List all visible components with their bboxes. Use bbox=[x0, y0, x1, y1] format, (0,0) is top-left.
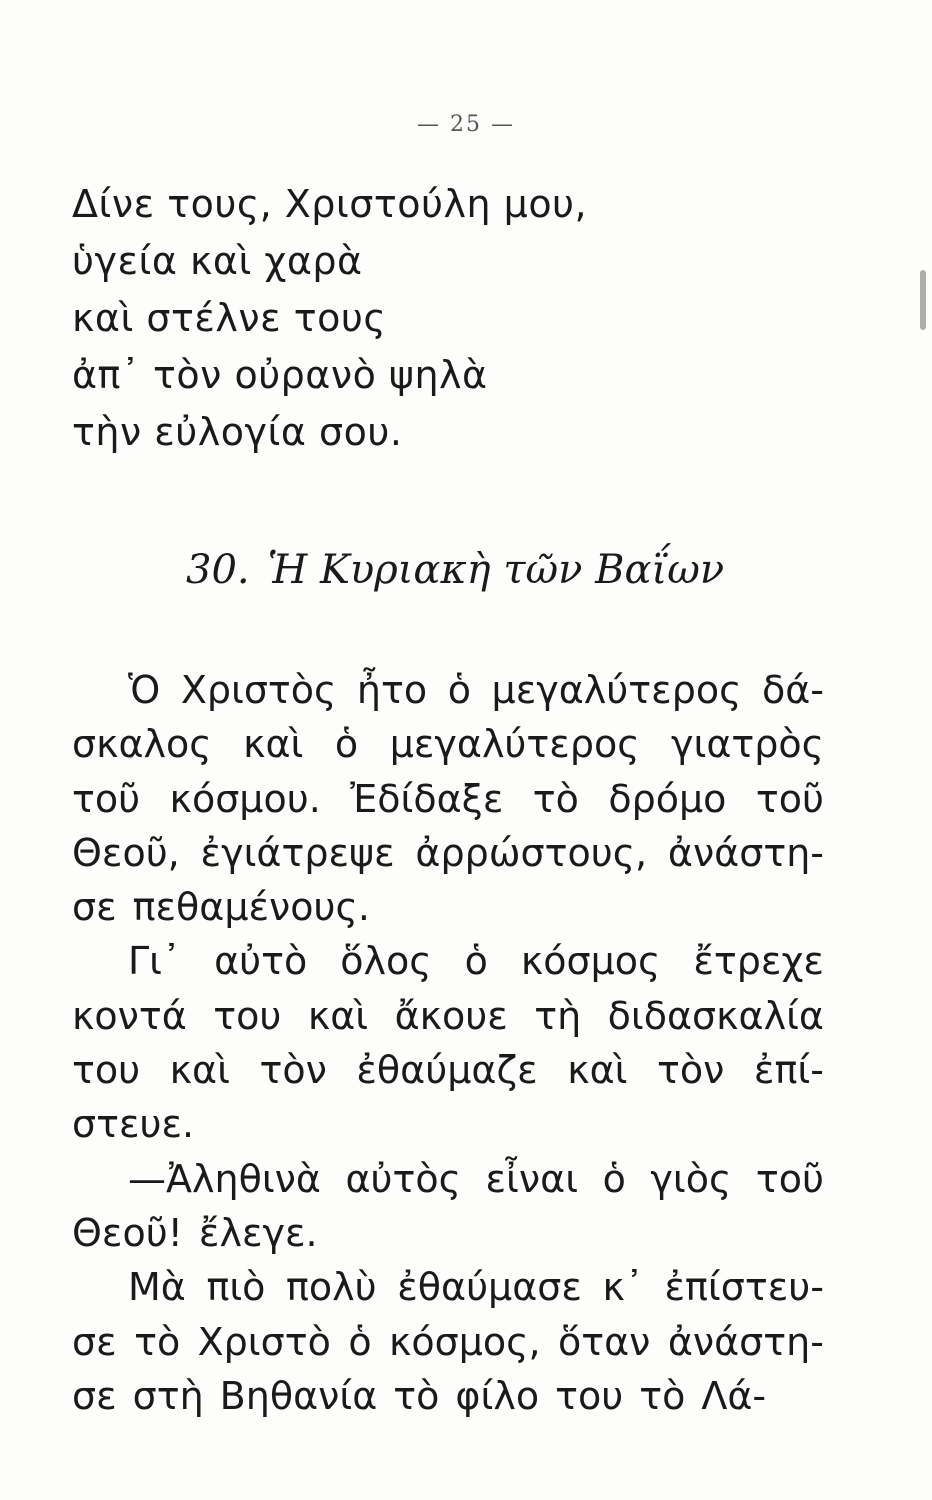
word: τὸν bbox=[657, 1048, 725, 1093]
word: γιατρὸς bbox=[671, 722, 824, 767]
word: Θεοῦ! bbox=[72, 1210, 183, 1255]
word: τοῦ bbox=[755, 1156, 824, 1201]
word: Χριστὸς bbox=[180, 668, 337, 712]
paragraph bbox=[72, 1152, 824, 1261]
word: τὸ bbox=[393, 1373, 440, 1418]
word: αὐτὸ bbox=[214, 939, 308, 984]
text-line bbox=[72, 934, 824, 988]
word: τὸ bbox=[639, 1373, 686, 1418]
word: ὅλος bbox=[340, 939, 432, 984]
word: ἐθαύμασε bbox=[397, 1265, 582, 1310]
word: πιὸ bbox=[206, 1265, 266, 1310]
word: Μὰ bbox=[128, 1265, 186, 1310]
poem-line: Δίνε τους, Χριστούλη μου, bbox=[72, 182, 588, 226]
chapter-title: Ἡ Κυριακὴ τῶν Βαΐων bbox=[267, 547, 725, 593]
chapter-number: 30. bbox=[186, 547, 250, 593]
word: Βηθανία bbox=[219, 1373, 378, 1418]
word: δά- bbox=[761, 668, 824, 712]
body-text bbox=[72, 663, 824, 1423]
text-line bbox=[72, 989, 824, 1043]
word: του bbox=[555, 1373, 624, 1418]
word: ἦτο bbox=[356, 668, 428, 712]
word: τὸν bbox=[259, 1048, 327, 1093]
word: διδασκαλία bbox=[607, 993, 824, 1038]
word: ἐγιάτρεψε bbox=[200, 830, 395, 875]
paragraph bbox=[72, 1260, 824, 1423]
word: μεγαλύτερος bbox=[491, 668, 742, 712]
word: σε bbox=[72, 1373, 117, 1418]
text-line bbox=[72, 826, 824, 880]
word: ὁ bbox=[334, 722, 359, 767]
word: μεγαλύτερος bbox=[389, 722, 640, 767]
word: αὐτὸς bbox=[345, 1156, 461, 1201]
word: καὶ bbox=[169, 1048, 230, 1093]
word: εἶναι bbox=[485, 1156, 579, 1201]
word: —Ἀληθινὰ bbox=[128, 1156, 321, 1201]
word: πολὺ bbox=[286, 1265, 377, 1310]
word: στευε. bbox=[72, 1102, 195, 1147]
word: Ὁ bbox=[128, 668, 161, 712]
word: σκαλος bbox=[72, 722, 212, 767]
text-line bbox=[72, 717, 824, 771]
page-number: — 25 — bbox=[417, 112, 515, 137]
word: ἔλεγε. bbox=[198, 1210, 318, 1255]
poem-line: ὑγεία καὶ χαρὰ bbox=[72, 239, 363, 283]
word: φίλο bbox=[455, 1373, 540, 1418]
word: Θεοῦ, bbox=[72, 830, 180, 875]
word: κόσμου. bbox=[169, 776, 321, 821]
text-line bbox=[72, 1152, 824, 1206]
paragraph bbox=[72, 663, 824, 934]
word: κ᾽ bbox=[602, 1265, 644, 1310]
word: σε bbox=[72, 1319, 117, 1364]
word: καὶ bbox=[567, 1048, 628, 1093]
word: ὁ bbox=[348, 1319, 372, 1364]
word: ἔτρεχε bbox=[693, 939, 824, 984]
word: σε bbox=[72, 885, 117, 930]
word: ὁ bbox=[447, 668, 471, 712]
word: ἀνάστη- bbox=[667, 1319, 824, 1364]
word: κόσμος, bbox=[389, 1319, 541, 1364]
word: ἐπίστευ- bbox=[664, 1265, 824, 1310]
word: ὅταν bbox=[557, 1319, 651, 1364]
page-edge-mark bbox=[920, 270, 926, 330]
poem-line: καὶ στέλνε τους bbox=[72, 296, 387, 340]
word: δρόμο bbox=[608, 776, 727, 821]
text-line bbox=[72, 1315, 824, 1369]
word: στὴ bbox=[132, 1373, 204, 1418]
text-line bbox=[72, 663, 824, 717]
word: ἀρρώστους, bbox=[415, 830, 648, 875]
text-line bbox=[72, 1260, 824, 1314]
paragraph bbox=[72, 934, 824, 1151]
text-line bbox=[72, 1369, 824, 1423]
word: πεθαμένους. bbox=[132, 885, 370, 930]
word: ἀνάστη- bbox=[667, 830, 824, 875]
word: τοῦ bbox=[755, 776, 824, 821]
word: ἐπί- bbox=[753, 1048, 824, 1093]
text-line bbox=[72, 1043, 824, 1097]
poem-stanza bbox=[72, 176, 832, 461]
word: καὶ bbox=[307, 993, 369, 1038]
word: γιὸς bbox=[650, 1156, 732, 1201]
text-line bbox=[72, 772, 824, 826]
word: καὶ bbox=[243, 722, 304, 767]
text-line bbox=[72, 880, 824, 934]
word: του bbox=[213, 993, 282, 1038]
poem-line: ἀπ᾽ τὸν οὐρανὸ ψηλὰ bbox=[72, 353, 488, 397]
word: ἐθαύμαζε bbox=[356, 1048, 538, 1093]
word: κοντά bbox=[72, 993, 187, 1038]
word: τὸ bbox=[532, 776, 579, 821]
word: Γι᾽ bbox=[128, 939, 182, 984]
word: κόσμος bbox=[520, 939, 661, 984]
word: Ἐδίδαξε bbox=[350, 776, 504, 821]
word: ὁ bbox=[602, 1156, 626, 1201]
text-line bbox=[72, 1097, 824, 1151]
word: Χριστὸ bbox=[197, 1319, 331, 1364]
word: ὁ bbox=[464, 939, 488, 984]
word: τοῦ bbox=[72, 776, 141, 821]
word: τὴ bbox=[534, 993, 582, 1038]
word: ἄκουε bbox=[394, 993, 508, 1038]
poem-line: τὴν εὐλογία σου. bbox=[72, 410, 403, 454]
word: τὸ bbox=[134, 1319, 181, 1364]
word: του bbox=[72, 1048, 141, 1093]
chapter-heading bbox=[186, 542, 886, 598]
word: Λά- bbox=[701, 1373, 767, 1418]
text-line bbox=[72, 1206, 824, 1260]
